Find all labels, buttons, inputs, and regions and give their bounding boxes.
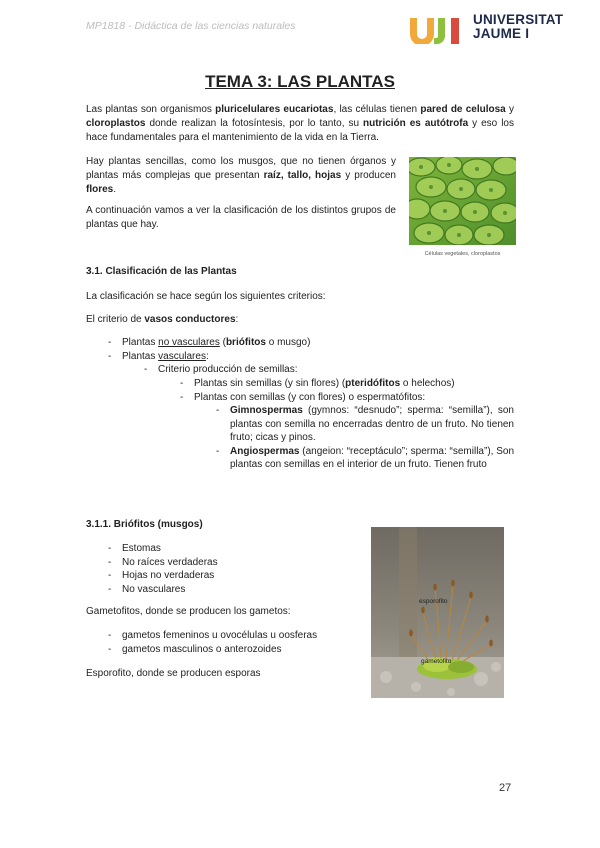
- gametophyte-label: gametofito: [421, 658, 452, 665]
- seed-classification-list: [194, 377, 514, 404]
- list-item: - Plantas no vasculares (briófitos o musgo): [122, 336, 512, 350]
- intro-paragraph: Las plantas son organismos pluricelulares eucariotas, las células tienen pared de celulosa y cloroplastos donde realizan la fotosíntesis, por lo tanto, su nutrición es autótrofa y eso los hace fundamentales para el mantenimiento de la vida en la Tierra.: [86, 104, 514, 144]
- list-item: - No vasculares: [122, 583, 352, 597]
- gametophyte-text: Gametofitos, donde se producen los gametos:: [86, 606, 291, 617]
- list-item: - gametos masculinos o anterozoides: [122, 643, 362, 657]
- sporophyte-text: Esporofito, donde se producen esporas: [86, 668, 261, 679]
- university-name: [473, 13, 563, 41]
- list-item: - Gimnospermas (gymnos: “desnudo”; sperma: “semilla”), son plantas con semilla no encerradas dentro de un fruto. No tienen fruto; cicas y pinos.: [230, 404, 514, 445]
- gametes-list: [122, 629, 362, 656]
- list-item: - gametos femeninos u ovocélulas u oosferas: [122, 629, 362, 643]
- list-item: - Angiospermas (angeion: “receptáculo”; sperma: “semilla”), Son plantas con semillas en el interior de un fruto. Tienen fruto: [230, 445, 514, 472]
- university-name-line1: UNIVERSITAT: [473, 12, 564, 27]
- running-header: MP1818 - Didáctica de las ciencias naturales: [86, 20, 296, 32]
- page-number: 27: [499, 782, 512, 794]
- seed-criterion-list: [158, 363, 514, 377]
- list-item: - Criterio producción de semillas:: [158, 363, 514, 377]
- moss-image: [371, 527, 504, 698]
- list-item: - No raíces verdaderas: [122, 556, 352, 570]
- page-title: TEMA 3: LAS PLANTAS: [205, 72, 395, 91]
- list-item: - Estomas: [122, 542, 352, 556]
- vessel-criterion: El criterio de vasos conductores:: [86, 314, 239, 325]
- section-heading-3-1-1: 3.1.1. Briófitos (musgos): [86, 519, 203, 530]
- section-heading-3-1: 3.1. Clasificación de las Plantas: [86, 266, 237, 277]
- plant-cells-image: [409, 157, 516, 245]
- university-logo: [409, 12, 574, 46]
- list-item: - Plantas con semillas (y con flores) o espermatófitos:: [194, 391, 514, 405]
- plant-cells-caption: Células vegetales, cloroplastos: [424, 251, 501, 257]
- list-item: - Plantas vasculares:: [122, 350, 512, 364]
- list-item: - Plantas sin semillas (y sin flores) (pteridófitos o helechos): [194, 377, 514, 391]
- sporophyte-label: esporofito: [419, 598, 448, 605]
- bryophyte-features-list: [122, 542, 352, 596]
- classification-intro-paragraph: A continuación vamos a ver la clasificación de los distintos grupos de plantas que hay.: [86, 205, 396, 231]
- university-name-line2: JAUME I: [473, 26, 530, 41]
- plants-paragraph: Hay plantas sencillas, como los musgos, que no tienen órganos y plantas más complejas que presentan raíz, tallo, hojas y producen flores.: [86, 156, 396, 196]
- uji-logo-icon: [409, 16, 467, 44]
- spermatophyte-list: [230, 404, 514, 472]
- vascular-classification-list: [122, 336, 512, 363]
- criteria-intro: La clasificación se hace según los siguientes criterios:: [86, 291, 326, 302]
- list-item: - Hojas no verdaderas: [122, 569, 352, 583]
